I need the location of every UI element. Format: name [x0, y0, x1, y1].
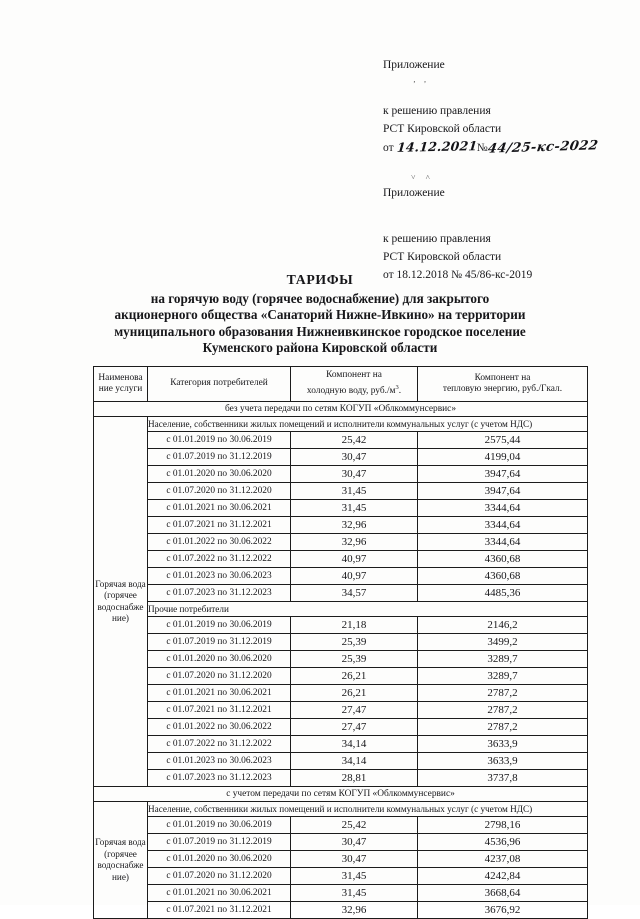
pen-marks-2: ˅ ˄	[411, 173, 435, 182]
decision-date-line-1	[383, 138, 633, 156]
heat-energy-value-cell: 3289,7	[418, 668, 588, 685]
section-band-label: с учетом передачи по сетям КОГУП «Облкоммунсервис»	[94, 787, 588, 802]
heat-energy-value-cell: 3344,64	[418, 534, 588, 551]
cold-water-value-cell: 40,97	[291, 551, 418, 568]
appendix-header	[383, 56, 633, 284]
heat-energy-value-cell: 3633,9	[418, 753, 588, 770]
table-row	[94, 517, 588, 534]
cold-water-value-cell: 25,42	[291, 432, 418, 449]
table-row	[94, 736, 588, 753]
heat-energy-value-cell: 3344,64	[418, 500, 588, 517]
table-row	[94, 885, 588, 902]
period-cell: с 01.01.2023 по 30.06.2023	[148, 753, 291, 770]
number-sign-1: №	[476, 142, 488, 154]
table-row	[94, 651, 588, 668]
table-row	[94, 702, 588, 719]
cold-water-value-cell: 30,47	[291, 466, 418, 483]
heat-energy-value-cell: 4536,96	[418, 834, 588, 851]
appendix-label-2: Приложение	[383, 187, 445, 199]
title-line-4: Куменского района Кировской области	[202, 340, 438, 355]
table-row	[94, 753, 588, 770]
cold-water-line-2: холодную воду, руб./м	[306, 386, 396, 397]
period-cell: с 01.01.2021 по 30.06.2021	[148, 885, 291, 902]
cold-water-value-cell: 27,47	[291, 702, 418, 719]
table-row	[94, 851, 588, 868]
period-cell: с 01.01.2020 по 30.06.2020	[148, 851, 291, 868]
tariff-table-wrapper	[93, 366, 587, 919]
cold-water-unit-tail: .	[398, 386, 402, 397]
heat-energy-value-cell: 4360,68	[418, 568, 588, 585]
table-row	[94, 617, 588, 634]
title-line-1: на горячую воду (горячее водоснабжение) для закрытого	[150, 290, 490, 306]
period-cell: с 01.01.2020 по 30.06.2020	[148, 466, 291, 483]
heat-energy-value-cell: 3344,64	[418, 517, 588, 534]
table-row	[94, 634, 588, 651]
cold-water-value-cell: 26,21	[291, 668, 418, 685]
period-cell: с 01.07.2020 по 31.12.2020	[148, 668, 291, 685]
heat-energy-value-cell: 2787,2	[418, 702, 588, 719]
heat-energy-value-cell: 4237,08	[418, 851, 588, 868]
period-cell: с 01.01.2019 по 30.06.2019	[148, 617, 291, 634]
cold-water-value-cell: 31,45	[291, 885, 418, 902]
period-cell: с 01.01.2019 по 30.06.2019	[148, 432, 291, 449]
period-cell: с 01.01.2022 по 30.06.2022	[148, 534, 291, 551]
period-cell: с 01.07.2020 по 31.12.2020	[148, 868, 291, 885]
decision-line-1: к решению правления	[383, 105, 491, 117]
cold-water-value-cell: 28,81	[291, 770, 418, 787]
period-cell: с 01.01.2023 по 30.06.2023	[148, 568, 291, 585]
heat-energy-value-cell: 4360,68	[418, 551, 588, 568]
appendix-label-1: Приложение	[383, 59, 445, 71]
heat-energy-value-cell: 3947,64	[418, 466, 588, 483]
cold-water-value-cell: 26,21	[291, 685, 418, 702]
tariff-table	[93, 366, 588, 919]
cold-water-value-cell: 34,57	[291, 585, 418, 602]
heat-energy-value-cell: 3499,2	[418, 634, 588, 651]
period-cell: с 01.07.2021 по 31.12.2021	[148, 517, 291, 534]
decision-date-line-2: от 18.12.2018 № 45/86-кс-2019	[383, 269, 533, 281]
heat-energy-value-cell: 2787,2	[418, 719, 588, 736]
table-row	[94, 500, 588, 517]
heat-energy-line-1: Компонент на	[474, 372, 531, 383]
cold-water-value-cell: 30,47	[291, 449, 418, 466]
table-row	[94, 466, 588, 483]
table-row	[94, 817, 588, 834]
section-band-row	[94, 402, 588, 417]
heat-energy-value-cell: 2146,2	[418, 617, 588, 634]
cold-water-value-cell: 34,14	[291, 736, 418, 753]
period-cell: с 01.07.2023 по 31.12.2023	[148, 770, 291, 787]
cold-water-value-cell: 27,47	[291, 719, 418, 736]
heat-energy-value-cell: 3947,64	[418, 483, 588, 500]
from-prefix-1: от	[383, 142, 394, 154]
heat-energy-value-cell: 4485,36	[418, 585, 588, 602]
handwritten-number-1: 44/25-кс-2022	[486, 138, 600, 157]
section-band-label: без учета передачи по сетям КОГУП «Облкоммунсервис»	[94, 402, 588, 417]
cold-water-value-cell: 31,45	[291, 868, 418, 885]
heat-energy-value-cell: 2575,44	[418, 432, 588, 449]
col-header-service-name: Наименова ние услуги	[94, 367, 148, 402]
table-body	[94, 402, 588, 919]
table-row	[94, 551, 588, 568]
cold-water-value-cell: 32,96	[291, 902, 418, 919]
table-row	[94, 432, 588, 449]
handwritten-date-1: 14.12.2021	[395, 138, 478, 155]
cold-water-value-cell: 40,97	[291, 568, 418, 585]
period-cell: с 01.01.2021 по 30.06.2021	[148, 500, 291, 517]
table-row	[94, 834, 588, 851]
period-cell: с 01.01.2022 по 30.06.2022	[148, 719, 291, 736]
period-cell: с 01.07.2022 по 31.12.2022	[148, 551, 291, 568]
authority-line-1: РСТ Кировской области	[383, 123, 502, 135]
consumer-group-label: Население, собственники жилых помещений и исполнители коммунальных услуг (с учетом НДС)	[148, 417, 588, 432]
cold-water-value-cell: 34,14	[291, 753, 418, 770]
table-row	[94, 770, 588, 787]
heat-energy-line-2: тепловую энергию, руб./Гкал.	[442, 384, 563, 394]
table-head	[94, 367, 588, 402]
cold-water-value-cell: 30,47	[291, 851, 418, 868]
table-header-row	[94, 367, 588, 402]
period-cell: с 01.01.2021 по 30.06.2021	[148, 685, 291, 702]
heat-energy-value-cell: 2798,16	[418, 817, 588, 834]
cold-water-value-cell: 25,42	[291, 817, 418, 834]
cold-water-value-cell: 32,96	[291, 534, 418, 551]
period-cell: с 01.07.2021 по 31.12.2021	[148, 902, 291, 919]
decision-line-2: к решению правления	[383, 233, 491, 245]
col-header-cold-water	[291, 367, 418, 402]
period-cell: с 01.07.2019 по 31.12.2019	[148, 834, 291, 851]
table-row	[94, 668, 588, 685]
consumer-group-label: Прочие потребители	[148, 602, 588, 617]
col-header-consumer-category: Категория потребителей	[148, 367, 291, 402]
period-cell: с 01.07.2020 по 31.12.2020	[148, 483, 291, 500]
cold-water-value-cell: 32,96	[291, 517, 418, 534]
consumer-group-label: Население, собственники жилых помещений и исполнители коммунальных услуг (с учетом НДС)	[148, 802, 588, 817]
cold-water-value-cell: 30,47	[291, 834, 418, 851]
cold-water-value-cell: 31,45	[291, 500, 418, 517]
heat-energy-value-cell: 2787,2	[418, 685, 588, 702]
table-row	[94, 685, 588, 702]
period-cell: с 01.01.2019 по 30.06.2019	[148, 817, 291, 834]
table-row	[94, 902, 588, 919]
cold-water-value-cell: 31,45	[291, 483, 418, 500]
cold-water-value-cell: 21,18	[291, 617, 418, 634]
period-cell: с 01.07.2022 по 31.12.2022	[148, 736, 291, 753]
table-row	[94, 868, 588, 885]
service-name-cell: Горячая вода (горячее водоснабже ние)	[94, 417, 148, 787]
table-row	[94, 483, 588, 500]
title-line-3: муниципального образования Нижнеивкинское городское поселение	[114, 323, 526, 339]
period-cell: с 01.07.2019 по 31.12.2019	[148, 449, 291, 466]
table-row	[94, 568, 588, 585]
consumer-group-row	[94, 802, 588, 817]
authority-line-2: РСТ Кировской области	[383, 251, 502, 263]
title-line-2: акционерного общества «Санаторий Нижне-Ивкино» на территории	[114, 307, 526, 322]
page-title: ТАРИФЫ	[286, 272, 354, 287]
period-cell: с 01.07.2019 по 31.12.2019	[148, 634, 291, 651]
table-row	[94, 585, 588, 602]
cold-water-value-cell: 25,39	[291, 651, 418, 668]
consumer-group-row	[94, 602, 588, 617]
table-row	[94, 534, 588, 551]
document-title	[50, 272, 590, 357]
pen-marks-1: ‚ ‚	[413, 75, 430, 84]
heat-energy-value-cell: 4242,84	[418, 868, 588, 885]
heat-energy-value-cell: 3289,7	[418, 651, 588, 668]
consumer-group-row	[94, 417, 588, 432]
cold-water-line-1: Компонент на	[326, 370, 382, 381]
heat-energy-value-cell: 3668,64	[418, 885, 588, 902]
heat-energy-value-cell: 3676,92	[418, 902, 588, 919]
period-cell: с 01.07.2023 по 31.12.2023	[148, 585, 291, 602]
cold-water-value-cell: 25,39	[291, 634, 418, 651]
period-cell: с 01.07.2021 по 31.12.2021	[148, 702, 291, 719]
col-header-heat-energy	[418, 367, 588, 402]
table-row	[94, 449, 588, 466]
service-name-cell: Горячая вода (горячее водоснабже ние)	[94, 802, 148, 919]
section-band-row	[94, 787, 588, 802]
heat-energy-value-cell: 3737,8	[418, 770, 588, 787]
cold-water-unit-exponent: 3	[395, 383, 399, 391]
heat-energy-value-cell: 4199,04	[418, 449, 588, 466]
heat-energy-value-cell: 3633,9	[418, 736, 588, 753]
period-cell: с 01.01.2020 по 30.06.2020	[148, 651, 291, 668]
table-row	[94, 719, 588, 736]
